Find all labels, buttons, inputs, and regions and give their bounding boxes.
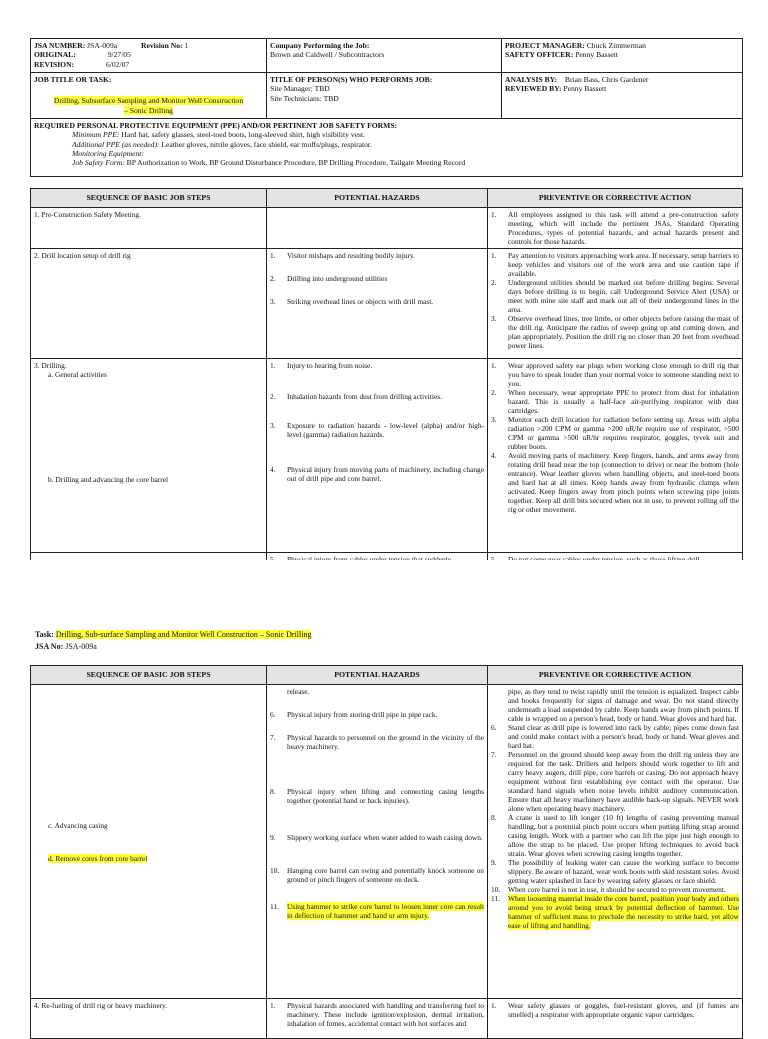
action-text: Wear safety glasses or goggles, fuel-resistant gloves, and (if fumes are smelled) a respirator with appropriate organic vapor cartridges. <box>508 1000 739 1019</box>
step-3 <box>31 358 267 552</box>
action-text: Observe overhead lines, tree limbs, or other objects before raising the mast of the drill rig. Anticipate the radius of sweep going up and coming down, and plan appropriately. Position the drill rig no closer than 20 feet from overhead power lines. <box>508 313 739 350</box>
hazard-text: Physical hazards to personnel on the ground in the vicinity of the heavy machinery. <box>287 732 484 751</box>
step-3c-label: c. Advancing casing <box>48 820 108 830</box>
jsa-no: JSA-009a <box>65 642 97 651</box>
revision-no-label: Revision No: <box>141 41 183 50</box>
action-text: Stand clear as drill pipe is lowered into rack by cable; pipes come down fast and could make contact with a person's head, body or hand. Wear gloves and hard hat. <box>508 722 739 750</box>
table-row <box>31 684 743 998</box>
project-manager-label: PROJECT MANAGER: <box>505 41 585 50</box>
hazard-text: Using hammer to strike core barrel to loosen inner core can result in deflection of hammer and hand or arm injury. <box>287 901 484 920</box>
original-date: 9/27/05 <box>107 50 131 60</box>
jsa-no-line <box>35 642 97 652</box>
action-text: The possibility of leaking water can cause the working surface to become slippery. Be aware of hazard, wear work boots with skid resistant soles. Avoid getting water splashed in face by wearing safety glasses or face shield. <box>508 858 739 886</box>
action-cell: 1. Pay attention to visitors approaching work area. If necessary, setup barriers to keep vehicles and visitors out of the work area and use caution tape if available. 2. Underground utilities should be marked out before drilling begins. Several days before drilling is to begin, call Underground Service Alert (USA) or meet with mine site staff and mark out all of their underground lines in the area. 3. Observe overhead lines, tree limbs, or other objects before raising the mast of the drill rig. Anticipate the radius of sweep going up and coming down, and plan appropriately. Position the drill rig no closer than 20 feet from overhead power lines. <box>488 248 743 358</box>
analysis-by: Brian Bass, Chris Gardener <box>564 75 649 84</box>
safety-officer-label: SAFETY OFFICER: <box>505 50 574 60</box>
min-ppe-label: Minimum PPE: <box>72 130 120 140</box>
step-3b-label: b. Drilling and advancing the core barrel <box>48 474 169 484</box>
action-text: A crane is used to lift longer (10 ft) lengths of casing preventing manual handling, but a potential pinch point occurs when putting lifting strap around casing length. Work with a partner who can lift the pipe just high enough to allow the strap to be placed. Use proper lifting techniques to avoid back strain. Wear gloves when screwing casing lengths together. <box>508 812 739 859</box>
revision-date: 6/02/07 <box>106 59 130 69</box>
performers-cell <box>267 73 502 119</box>
monitoring-label: Monitoring Equipment: <box>72 148 144 158</box>
hazard-text: Drilling into underground utilities <box>287 273 388 283</box>
step-4: 4. Re-fueling of drill rig or heavy machinery. <box>31 998 267 1038</box>
action-text: pipe, as they tend to twist rapidly until the tension is equalized. Inspect cable and hooks frequently for signs of damage and wear. Do not stand directly underneath a load suspended by cable. Keep hands away from pinch points. If cable is wrapped on a person's head, body or hand. Wear gloves and hard hat. <box>508 686 739 723</box>
ppe-heading: REQUIRED PERSONAL PROTECTIVE EQUIPMENT (PPE) AND/OR PERTINENT JOB SAFETY FORMS: <box>34 121 398 130</box>
action-text: Pay attention to visitors approaching work area. If necessary, setup barriers to keep vehicles and visitors out of the work area and use caution tape if available. <box>508 250 739 278</box>
additional-ppe: Leather gloves, nitrile gloves, face shield, ear muffs/plugs, respirator. <box>161 139 372 149</box>
additional-ppe-label: Additional PPE (as needed): <box>72 139 160 149</box>
job-title: Drilling, Subsurface Sampling and Monitor Well Construction – Sonic Drilling <box>53 96 244 115</box>
hazard-cell: 1. Physical hazards associated with handling and transferring fuel to machinery. These include ignition/explosion, dermal irritation, inhalation of fumes, accidental contact with hot surfaces and <box>267 998 488 1038</box>
table-row <box>31 998 743 1038</box>
manager-cell <box>502 39 743 73</box>
action-cell: pipe, as they tend to twist rapidly until the tension is equalized. Inspect cable and hooks frequently for signs of damage and wear. Do not stand directly underneath a load suspended by cable. Keep hands away from pinch points. If cable is wrapped on a person's head, body or hand. Wear gloves and hard hat. 6. Stand clear as drill pipe is lowered into rack by cable; pipes come down fast and could make contact with a person's head, body or hand. Wear gloves and hard hat. 7. Personnel on the ground should keep away from the drill rig unless they are required for the task. Drillers and helpers should work together to lift and carry heavy augers, drill pipe, core barrels or casing. Do not approach heavy equipment without first establishing eye contact with the operator. Use standard hand signals when noise levels inhibit auditory communication. Ensure that all heavy machinery have audible back-up signals. NEVER work alone when operating heavy machinery. 8. A crane is used to lift longer (10 ft) lengths of casing preventing manual handling, but a potential pinch point occurs when putting lifting strap around casing length. Work with a partner who can lift the pipe just high enough to allow the strap to be placed. Use proper lifting techniques to avoid back strain. Wear gloves when screwing casing lengths together. 9. The possibility of leaking water can cause the working surface to become slippery. Be aware of hazard, wear work boots with skid resistant soles. Avoid getting water splashed in face by wearing safety glasses or face shield. 10. When core barrel is not in use, it should be secured to prevent movement. 11. When loosening material inside the core barrel, position your body and others around you to avoid being struck by potential deflection of hammer. Use hammer of sufficient mass to preclude the necessity to strike hard, yet allow ease of lifting and handling. <box>488 684 743 998</box>
analysis-cell <box>502 73 743 119</box>
hazard-text: Physical injury from storing drill pipe in pipe rack. <box>287 709 438 719</box>
step-cell <box>31 684 267 998</box>
col-hazards-header: POTENTIAL HAZARDS <box>267 189 488 208</box>
table-row <box>31 207 743 248</box>
hazard-text: Physical injury from moving parts of machinery, including change out of drill pipe and core barrel. <box>287 464 484 483</box>
safety-form-label: Job Safety Form: <box>72 158 125 167</box>
original-label: ORIGINAL: <box>34 50 76 60</box>
hazard-text: release. <box>287 686 310 696</box>
action-cell <box>488 207 743 248</box>
performers-label: TITLE OF PERSON(S) WHO PERFORMS JOB: <box>270 75 433 84</box>
step-2: 2. Drill location setup of drill rig <box>31 248 267 358</box>
company-name: Brown and Caldwell / Subcontractors <box>270 50 385 60</box>
site-technicians: Site Technicians: TBD <box>270 93 339 103</box>
action-cell: 1. Wear approved safety ear plugs when working close enough to drill rig that you have to speak louder than your normal voice to someone standing next to you. 2. When necessary, wear appropriate PPE to protect from dust for inhalation hazard. This is usually a half-face air-purifying respirator with dust cartridges. 3. Monitor each drill location for radiation before setting up. Areas with alpha radiation >200 CPM or gamma >200 uR/hr require use of respirator, >500 CPM or gamma >500 uR/hr requires respirator, goggles, tyvek suit and rubber boots. 4. Avoid moving parts of machinery. Keep fingers, hands, and arms away from rotating drill head near the top (connection to drive) or near the bottom (hole entrance). Wear leather gloves when handling objects, and steel-toed boots and hard hat at all times. Keep hands away from hydraulic clamps when activated. Keep fingers away from pinch points when screwing pipe joints together. Keep all drill bits secured when not in use, to prevent rolling off the rig or other movement. <box>488 358 743 552</box>
hazard-cell: release. 6. Physical injury from storing drill pipe in pipe rack. 7. Physical hazards to personnel on the ground in the vicinity of the heavy machinery. 8. Physical injury when lifting and connecting casing lengths together (potential hand or back injuries). 9. Slippery working surface when water added to wash casing down. 10. Hanging core barrel can swing and potentially knock someone on ground or pinch fingers of someone on deck. 11. Using hammer to strike core barrel to loosen inner core can result in deflection of hammer and hand or arm injury. <box>267 684 488 998</box>
reviewed-by-label: REVIEWED BY: <box>505 84 562 94</box>
action-cell: 1. Wear safety glasses or goggles, fuel-resistant gloves, and (if fumes are smelled) a respirator with appropriate organic vapor cartridges. <box>488 998 743 1038</box>
ppe-cell <box>31 119 743 177</box>
step-1: 1. Pre-Construction Safety Meeting. <box>31 207 267 248</box>
hazard-cell: 1. Injury to hearing from noise. 2. Inhalation hazards from dust from drilling activities. 3. Exposure to radiation hazards - low-level (alpha) and/or high-level (gamma) radiation hazards. 4. Physical injury from moving parts of machinery, including change out of drill pipe and core barrel. <box>267 358 488 552</box>
site-manager: Site Manager: TBD <box>270 84 330 94</box>
hazard-text: Physical hazards associated with handling and transferring fuel to machinery. These include ignition/explosion, dermal irritation, inhalation of fumes, accidental contact with hot surfaces and <box>287 1000 484 1028</box>
col-action-header: PREVENTIVE OR CORRECTIVE ACTION <box>488 666 743 685</box>
company-cell <box>267 39 502 73</box>
action-text: When loosening material inside the core barrel, position your body and others around you to avoid being struck by potential deflection of hammer. Use hammer of sufficient mass to preclude the necessity to strike hard, yet allow ease of lifting and handling. <box>508 894 739 931</box>
jsa-header-table <box>30 38 743 177</box>
jsa-steps-table-page2 <box>30 665 743 1039</box>
hazard-text: Injury to hearing from noise. <box>287 360 373 370</box>
action-text: Monitor each drill location for radiation before setting up. Areas with alpha radiation >200 CPM or gamma >200 uR/hr require use of respirator, >500 CPM or gamma >500 uR/hr requires respirator, goggles, tyvek suit and rubber boots. <box>508 414 739 451</box>
jsa-steps-table-page1 <box>30 188 743 567</box>
hazard-text: Hanging core barrel can swing and potentially knock someone on ground or pinch fingers of someone on deck. <box>287 865 484 884</box>
step-3a-label: a. General activities <box>48 369 107 379</box>
safety-forms: BP Authorization to Work, BP Ground Disturbance Procedure, BP Drilling Procedure, Tailgate Meeting Record <box>126 158 466 167</box>
job-title-cell <box>31 73 267 119</box>
step-3-label: 3. Drilling. <box>34 360 67 370</box>
hazard-text: Slippery working surface when water added to wash casing down. <box>287 832 483 842</box>
action-text: When core barrel is not in use, it should be secured to prevent movement. <box>508 885 726 895</box>
action-text: All employees assigned to this task will attend a pre-construction safety meeting, which will include the pertinent JSAs, Standard Operating Procedures, types of potential hazards, and actual hazards present and controls for those hazards. <box>508 209 739 246</box>
revision-label: REVISION: <box>34 59 75 69</box>
action-text: Underground utilities should be marked out before drilling begins. Several days before drilling is to begin, call Underground Service Alert (USA) or meet with mine site staff and mark out all of their underground lines in the area. <box>508 277 739 314</box>
table-row <box>31 358 743 552</box>
jsa-number: JSA-009a <box>87 41 118 50</box>
step-3d-label: d. Remove cores from core barrel <box>48 853 148 863</box>
action-text: Avoid moving parts of machinery. Keep fingers, hands, and arms away from rotating drill head near the top (connection to drive) or near the bottom (hole entrance). Wear leather gloves when handling objects, and steel-toed boots and hard hat at all times. Keep hands away from hydraulic clamps when activated. Keep fingers away from pinch points when screwing pipe joints together. Keep all drill bits secured when not in use, to prevent rolling off the rig or other movement. <box>508 450 739 515</box>
col-sequence-header: SEQUENCE OF BASIC JOB STEPS <box>31 189 267 208</box>
reviewed-by: Penny Bassett <box>563 84 607 94</box>
revision-no: 1 <box>184 41 189 50</box>
action-text: When necessary, wear appropriate PPE to protect from dust for inhalation hazard. This is usually a half-face air-purifying respirator with dust cartridges. <box>508 387 739 415</box>
hazard-text: Inhalation hazards from dust from drilling activities. <box>287 391 442 401</box>
task-line <box>35 630 311 640</box>
job-title-label: JOB TITLE OR TASK: <box>34 75 112 84</box>
table-row <box>31 248 743 358</box>
jsa-no-label: JSA No: <box>35 642 64 651</box>
item-number: 1. <box>491 209 497 219</box>
hazard-text: Striking overhead lines or objects with drill mast. <box>287 296 434 306</box>
safety-officer: Penny Bassett <box>575 50 619 60</box>
col-action-header: PREVENTIVE OR CORRECTIVE ACTION <box>488 189 743 208</box>
jsa-number-label: JSA NUMBER: <box>34 41 86 50</box>
project-manager: Chuck Zimmerman <box>586 41 646 50</box>
hazard-text: Physical injury when lifting and connecting casing lengths together (potential hand or back injuries). <box>287 786 484 805</box>
company-label: Company Performing the Job: <box>270 41 370 50</box>
action-text: Wear approved safety ear plugs when working close enough to drill rig that you have to speak louder than your normal voice to someone standing next to you. <box>508 360 739 388</box>
jsa-id-cell <box>31 39 267 73</box>
hazard-text: Exposure to radiation hazards - low-level (alpha) and/or high-level (gamma) radiation hazards. <box>287 420 484 439</box>
action-text: Personnel on the ground should keep away from the drill rig unless they are required for the task. Drillers and helpers should work together to lift and carry heavy augers, drill pipe, core barrels or casing. Do not approach heavy equipment without first establishing eye contact with the operator. Use standard hand signals when noise levels inhibit auditory communication. Ensure that all heavy machinery have audible back-up signals. NEVER work alone when operating heavy machinery. <box>508 749 739 813</box>
task-title: Drilling, Sub-surface Sampling and Monitor Well Construction – Sonic Drilling <box>55 630 312 639</box>
col-sequence-header: SEQUENCE OF BASIC JOB STEPS <box>31 666 267 685</box>
analysis-by-label: ANALYSIS BY: <box>505 75 557 84</box>
col-hazards-header: POTENTIAL HAZARDS <box>267 666 488 685</box>
hazard-cell-empty <box>267 207 488 248</box>
min-ppe: Hard hat, safety glasses, steel-toed boots, long-sleeved shirt, high visibility vest. <box>121 130 365 140</box>
hazard-text: Visitor mishaps and resulting bodily injury. <box>287 250 415 260</box>
page-break <box>0 560 768 622</box>
task-label: Task: <box>35 630 54 639</box>
hazard-cell: 1. Visitor mishaps and resulting bodily injury. 2. Drilling into underground utilities 3. Striking overhead lines or objects with drill mast. <box>267 248 488 358</box>
